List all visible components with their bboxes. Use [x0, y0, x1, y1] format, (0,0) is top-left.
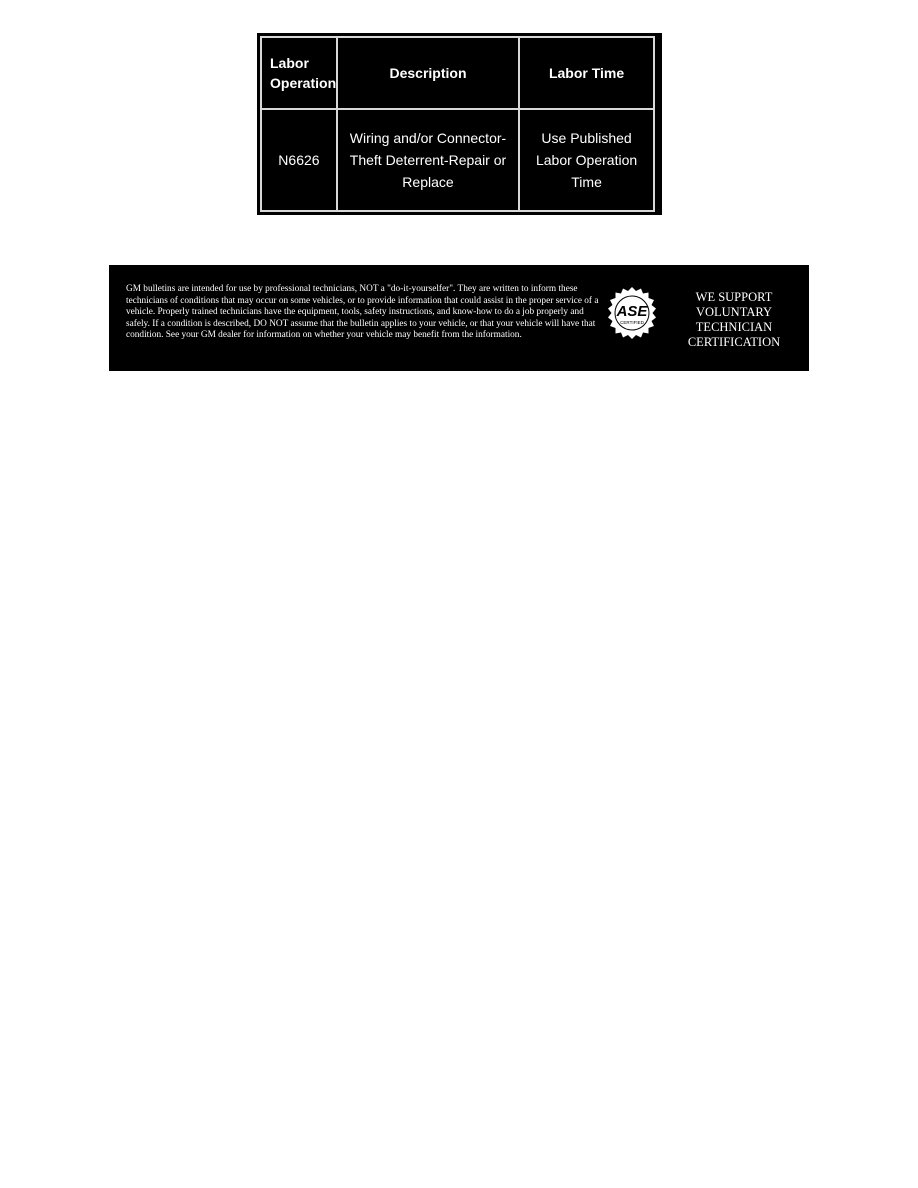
header-labor-operation: Labor Operation	[261, 37, 337, 109]
cell-description: Wiring and/or Connector-Theft Deterrent-Repair or Replace	[337, 109, 519, 211]
support-line: VOLUNTARY	[695, 305, 773, 319]
ase-certified-seal-icon	[605, 286, 659, 340]
certification-support-text	[674, 290, 794, 350]
labor-table-container	[257, 33, 662, 215]
ase-logo-text: ASE	[616, 303, 648, 320]
cell-labor-operation: N6626	[261, 109, 337, 211]
technician-notice-banner	[109, 265, 809, 371]
cell-labor-time: Use Published Labor Operation Time	[519, 109, 654, 211]
support-line: WE SUPPORT	[695, 290, 773, 304]
header-labor-time: Labor Time	[519, 37, 654, 109]
labor-table	[260, 36, 655, 212]
support-line: TECHNICIAN	[695, 320, 773, 334]
header-description: Description	[337, 37, 519, 109]
notice-text: GM bulletins are intended for use by professional technicians, NOT a "do-it-yourselfer". They are written to inform these technicians of conditions that may occur on some vehicles, or to provide information that could assist in the proper service of a vehicle. Properly trained technicians have the equipment, tools, safety instructions, and know-how to do a job properly and safely. If a condition is described, DO NOT assume that the bulletin applies to your vehicle, or that your vehicle will have that condition. See your GM dealer for information on whether your vehicle may benefit from the information.	[126, 284, 599, 340]
table-header-row	[261, 37, 654, 109]
ase-logo-subtext: CERTIFIED	[620, 320, 644, 325]
support-line: CERTIFICATION	[687, 335, 781, 349]
table-row	[261, 109, 654, 211]
